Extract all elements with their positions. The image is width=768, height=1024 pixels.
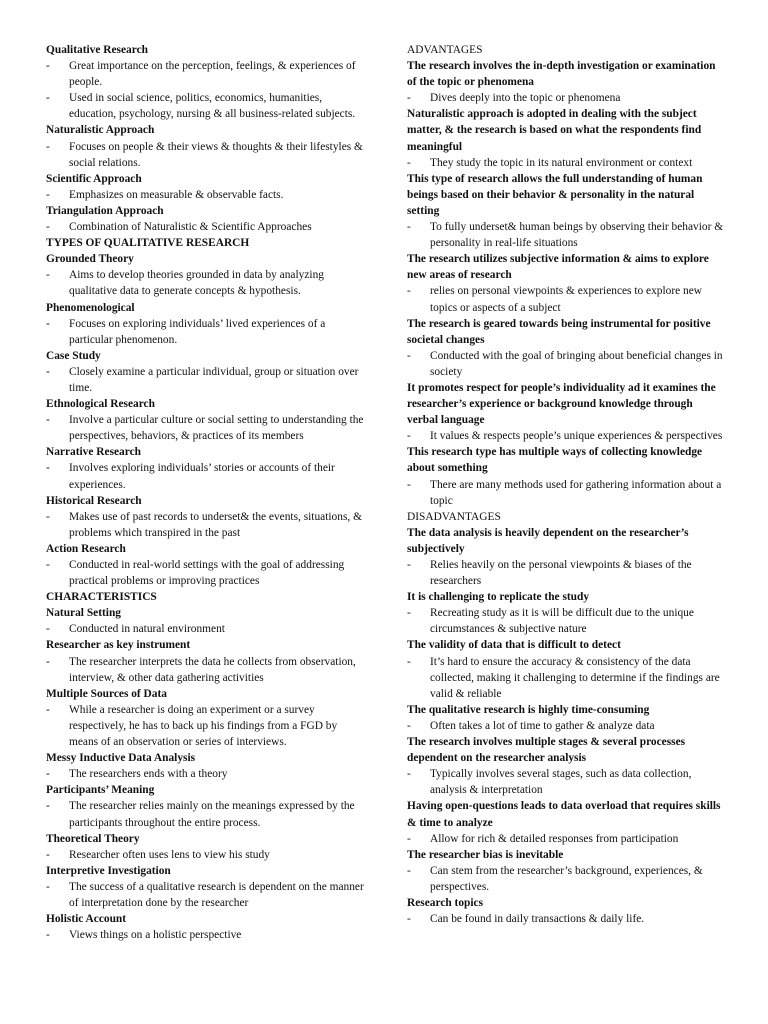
bullet-text: The researchers ends with a theory [69, 768, 228, 781]
bullet-text: Relies heavily on the personal viewpoints & biases of the researchers [430, 559, 692, 588]
heading-having-open-questions-leads-to-data-over: Having open-questions leads to data overload that requires skills & time to analyze [407, 800, 721, 829]
heading-the-research-involves-multiple-stages-se: The research involves multiple stages & several processes dependent on the researcher analysis [407, 736, 686, 765]
bullet-text: Can stem from the researcher’s background, experiences, & perspectives. [430, 864, 703, 893]
bullet-item [46, 879, 364, 911]
bullet-text: It values & respects people’s unique experiences & perspectives [430, 430, 723, 443]
bullet-text: The researcher interprets the data he collects from observation, interview, & other data gathering activities [69, 655, 356, 684]
bullet-dash: - [46, 188, 50, 201]
bullet-dash: - [407, 92, 411, 105]
bullet-item [407, 557, 725, 589]
bullet-dash: - [407, 719, 411, 732]
bullet-item [407, 718, 725, 734]
bullet-item [407, 90, 725, 106]
bullet-item [407, 766, 725, 798]
heading-it-promotes-respect-for-people-s-individ: It promotes respect for people’s individuality ad it examines the researcher’s experience or background knowledge through verbal language [407, 381, 716, 427]
bullet-text: There are many methods used for gathering information about a topic [430, 478, 722, 507]
bullet-item [407, 863, 725, 895]
bullet-text: Allow for rich & detailed responses from participation [430, 832, 679, 845]
heading-participants-meaning: Participants’ Meaning [46, 784, 155, 797]
bullet-dash: - [407, 913, 411, 926]
bullet-item [407, 283, 725, 315]
bullet-item [46, 927, 364, 943]
bullet-dash: - [407, 559, 411, 571]
heading-narrative-research: Narrative Research [46, 446, 141, 459]
bullet-dash: - [46, 929, 50, 942]
heading-the-research-involves-the-in-depth-inves: The research involves the in-depth investigation or examination of the topic or phenomena [407, 60, 716, 89]
bullet-item [46, 316, 364, 348]
bullet-text: relies on personal viewpoints & experiences to explore new topics or aspects of a subject [430, 285, 703, 314]
left-column [46, 42, 364, 943]
heading-types-of-qualitative-research: TYPES OF QUALITATIVE RESEARCH [46, 237, 250, 250]
heading-triangulation-approach: Triangulation Approach [46, 204, 164, 217]
heading-characteristics: CHARACTERISTICS [46, 591, 157, 604]
bullet-text: Conducted in natural environment [69, 623, 225, 636]
heading-the-qualitative-research-is-highly-time-: The qualitative research is highly time-consuming [407, 703, 650, 716]
heading-qualitative-research: Qualitative Research [46, 44, 148, 56]
bullet-text: Makes use of past records to underset& the events, situations, & problems which transpired in the past [69, 510, 362, 539]
heading-grounded-theory: Grounded Theory [46, 253, 134, 266]
bullet-text: Emphasizes on measurable & observable facts. [69, 188, 284, 201]
heading-case-study: Case Study [46, 349, 101, 362]
bullet-dash: - [407, 221, 411, 234]
bullet-text: Views things on a holistic perspective [69, 929, 242, 942]
bullet-dash: - [407, 430, 411, 443]
bullet-dash: - [46, 92, 50, 105]
heading-scientific-approach: Scientific Approach [46, 172, 142, 185]
bullet-item [46, 58, 364, 90]
bullet-text: Dives deeply into the topic or phenomena [430, 92, 621, 105]
bullet-dash: - [407, 768, 411, 781]
bullet-item [407, 219, 725, 251]
bullet-dash: - [407, 832, 411, 845]
bullet-item [46, 557, 364, 589]
bullet-item [46, 364, 364, 396]
bullet-dash: - [46, 221, 50, 234]
bullet-item [407, 605, 725, 637]
bullet-dash: - [46, 414, 50, 427]
bullet-item [407, 428, 725, 444]
heading-multiple-sources-of-data: Multiple Sources of Data [46, 687, 167, 700]
bullet-text: To fully underset& human beings by observing their behavior & personality in real-life situations [430, 221, 724, 250]
bullet-text: Great importance on the perception, feelings, & experiences of people. [69, 60, 356, 89]
bullet-item [46, 798, 364, 830]
bullet-dash: - [46, 768, 50, 781]
heading-phenomenological: Phenomenological [46, 301, 135, 314]
heading-it-is-challenging-to-replicate-the-study: It is challenging to replicate the study [407, 591, 590, 604]
document-page [0, 42, 768, 943]
bullet-text: Closely examine a particular individual, group or situation over time. [69, 365, 359, 394]
bullet-dash: - [407, 864, 411, 877]
bullet-dash: - [407, 156, 411, 169]
bullet-dash: - [407, 607, 411, 620]
heading-ethnological-research: Ethnological Research [46, 398, 155, 411]
bullet-item [46, 187, 364, 203]
heading-the-validity-of-data-that-is-difficult-t: The validity of data that is difficult to detect [407, 639, 621, 652]
bullet-item [46, 702, 364, 750]
bullet-text: Involve a particular culture or social setting to understanding the perspectives, behaviors, & practices of its members [69, 414, 364, 443]
heading-natural-setting: Natural Setting [46, 607, 121, 620]
heading-this-research-type-has-multiple-ways-of-: This research type has multiple ways of collecting knowledge about something [407, 446, 703, 475]
bullet-text: Recreating study as it is will be difficult due to the unique circumstances & subjective nature [430, 607, 694, 636]
bullet-text: Combination of Naturalistic & Scientific Approaches [69, 221, 312, 234]
bullet-dash: - [46, 60, 50, 73]
bullet-text: Often takes a lot of time to gather & analyze data [430, 719, 655, 732]
bullet-dash: - [407, 285, 411, 298]
bullet-dash: - [46, 703, 50, 716]
bullet-dash: - [46, 269, 50, 282]
bullet-item [46, 654, 364, 686]
bullet-item [46, 847, 364, 863]
right-column [407, 42, 725, 943]
bullet-dash: - [407, 655, 411, 668]
bullet-item [407, 477, 725, 509]
bullet-item [46, 267, 364, 299]
bullet-item [46, 460, 364, 492]
heading-holistic-account: Holistic Account [46, 913, 127, 926]
bullet-dash: - [46, 559, 50, 571]
bullet-dash: - [46, 510, 50, 523]
heading-research-topics: Research topics [407, 896, 484, 909]
heading-naturalistic-approach-is-adopted-in-deal: Naturalistic approach is adopted in dealing with the subject matter, & the research is based on what the respondents find meaningful [407, 108, 702, 153]
bullet-item [407, 911, 725, 927]
bullet-item [46, 412, 364, 444]
bullet-item [46, 219, 364, 235]
bullet-text: The researcher relies mainly on the meanings expressed by the participants throughout the entire process. [69, 800, 355, 829]
bullet-item [46, 90, 364, 122]
bullet-item [407, 654, 725, 702]
bullet-item [46, 139, 364, 171]
bullet-text: Focuses on people & their views & thoughts & their lifestyles & social relations. [69, 140, 363, 169]
bullet-item [407, 831, 725, 847]
bullet-dash: - [46, 462, 50, 475]
bullet-item [46, 766, 364, 782]
bullet-text: Researcher often uses lens to view his study [69, 848, 270, 861]
bullet-text: Used in social science, politics, economics, humanities, education, psychology, nursing & all business-related subjects. [69, 92, 356, 121]
bullet-dash: - [407, 478, 411, 491]
bullet-dash: - [46, 623, 50, 636]
heading-the-research-is-geared-towards-being-ins: The research is geared towards being instrumental for positive societal changes [407, 317, 711, 346]
bullet-text: Can be found in daily transactions & daily life. [430, 913, 645, 926]
heading-action-research: Action Research [46, 542, 126, 555]
bullet-item [46, 509, 364, 541]
bullet-text: Conducted with the goal of bringing about beneficial changes in society [430, 349, 723, 378]
bullet-dash: - [46, 848, 50, 861]
bullet-text: Involves exploring individuals’ stories or accounts of their experiences. [69, 462, 335, 491]
section-title-advantages: ADVANTAGES [407, 44, 483, 56]
bullet-text: They study the topic in its natural environment or context [430, 156, 693, 169]
heading-interpretive-investigation: Interpretive Investigation [46, 864, 171, 877]
bullet-text: Aims to develop theories grounded in data by analyzing qualitative data to generate concepts & hypothesis. [69, 269, 324, 298]
bullet-text: It’s hard to ensure the accuracy & consistency of the data collected, making it challenging to determine if the findings are valid & reliable [430, 655, 720, 700]
bullet-dash: - [407, 349, 411, 362]
bullet-dash: - [46, 800, 50, 813]
bullet-text: While a researcher is doing an experiment or a survey respectively, he has to back up his findings from a FGD by means of an observation or series of interviews. [69, 703, 338, 749]
heading-messy-inductive-data-analysis: Messy Inductive Data Analysis [46, 752, 196, 765]
heading-researcher-as-key-instrument: Researcher as key instrument [46, 639, 191, 652]
bullet-dash: - [46, 880, 50, 893]
bullet-text: The success of a qualitative research is dependent on the manner of interpretation done by the researcher [69, 880, 364, 909]
bullet-dash: - [46, 655, 50, 668]
heading-the-data-analysis-is-heavily-dependent-o: The data analysis is heavily dependent on the researcher’s subjectively [407, 526, 689, 555]
bullet-text: Typically involves several stages, such as data collection, analysis & interpretation [430, 768, 692, 797]
heading-this-type-of-research-allows-the-full-un: This type of research allows the full understanding of human beings based on their behavior & personality in the natural setting [407, 172, 703, 217]
bullet-dash: - [46, 140, 50, 153]
heading-theoretical-theory: Theoretical Theory [46, 832, 140, 845]
bullet-item [46, 621, 364, 637]
heading-the-research-utilizes-subjective-informa: The research utilizes subjective information & aims to explore new areas of research [407, 253, 709, 282]
heading-the-researcher-bias-is-inevitable: The researcher bias is inevitable [407, 848, 564, 861]
bullet-text: Conducted in real-world settings with the goal of addressing practical problems or improving practices [69, 559, 345, 588]
bullet-dash: - [46, 365, 50, 378]
bullet-dash: - [46, 317, 50, 330]
section-title-disadvantages: DISADVANTAGES [407, 510, 501, 523]
bullet-text: Focuses on exploring individuals’ lived experiences of a particular phenomenon. [69, 317, 326, 346]
heading-historical-research: Historical Research [46, 494, 142, 507]
heading-naturalistic-approach: Naturalistic Approach [46, 124, 155, 137]
bullet-item [407, 155, 725, 171]
bullet-item [407, 348, 725, 380]
